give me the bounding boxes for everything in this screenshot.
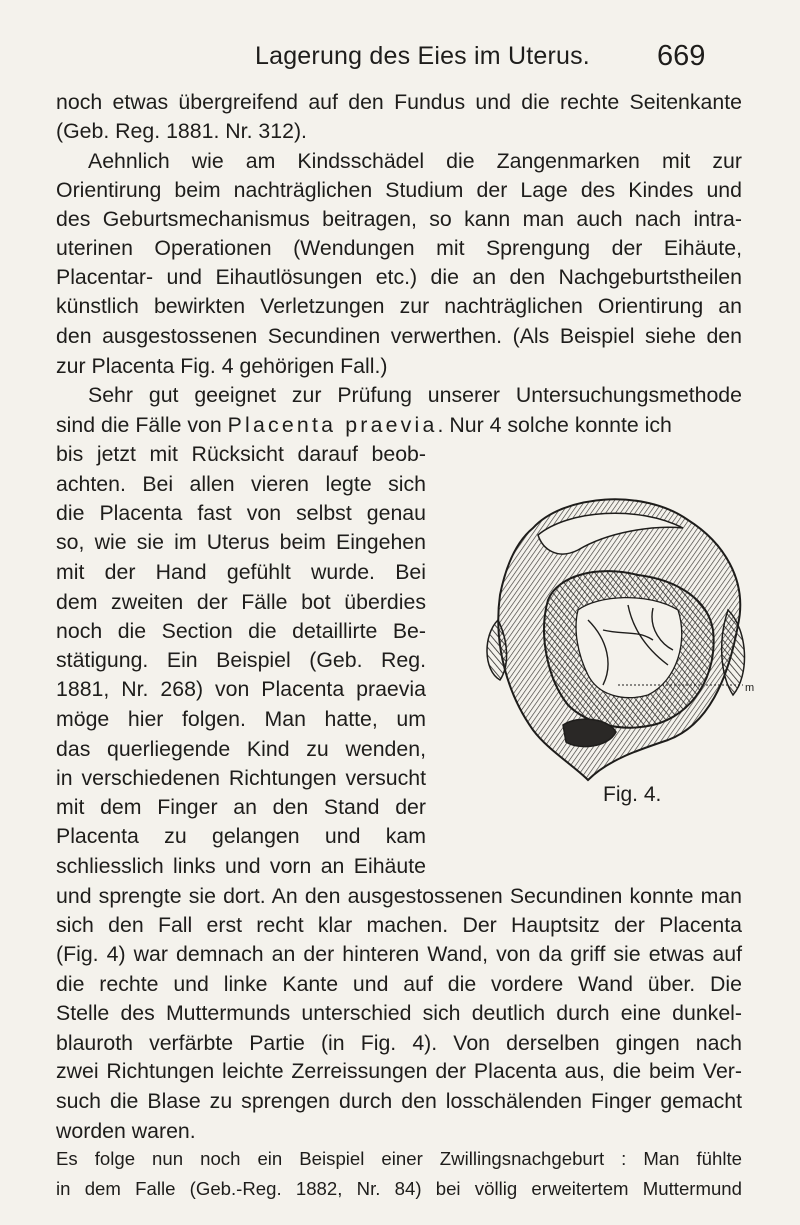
- text-line: blauroth verfärbte Partie (in Fig. 4). Von derselben gingen nach: [56, 1030, 742, 1055]
- placenta-drawing: [438, 480, 768, 810]
- text-line: worden waren.: [56, 1118, 196, 1143]
- text-line: Stelle des Muttermunds unterschied sich deutlich durch eine dunkel-: [56, 1001, 742, 1026]
- text-line-wrapped: Placenta zu gelangen und kam: [56, 824, 426, 849]
- text-line: Sehr gut geeignet zur Prüfung unserer Untersuchungsmethode: [88, 383, 742, 408]
- text-line-wrapped: möge hier folgen. Man hatte, um: [56, 706, 426, 731]
- text-line: noch etwas übergreifend auf den Fundus und die rechte Seitenkante: [56, 90, 742, 115]
- text-line-wrapped: mit der Hand gefühlt wurde. Bei: [56, 559, 426, 584]
- text-line: die rechte und linke Kante und auf die vordere Wand über. Die: [56, 971, 742, 996]
- text-line-wrapped: mit dem Finger an den Stand der: [56, 794, 426, 819]
- page-number: 669: [657, 40, 706, 72]
- right-lobe: [722, 610, 745, 695]
- text-line: uterinen Operationen (Wendungen mit Sprengung der Eihäute,: [56, 236, 742, 261]
- text-line-wrapped: achten. Bei allen vieren legte sich: [56, 472, 426, 497]
- text-line: Placentar- und Eihautlösungen etc.) die an den Nachgeburtstheilen: [56, 264, 742, 289]
- figure-marker-m: m: [745, 682, 755, 694]
- text-line-wrapped: 1881, Nr. 268) von Placenta praevia: [56, 677, 426, 702]
- text-line: [56, 411, 672, 439]
- text-line: sich den Fall erst recht klar machen. Der Hauptsitz der Placenta: [56, 913, 742, 938]
- text-line: Aehnlich wie am Kindsschädel die Zangenmarken mit zur: [88, 149, 742, 174]
- text-line: des Geburtsmechanismus beitragen, so kann man auch nach intra-: [56, 206, 742, 231]
- text-line: künstlich bewirkten Verletzungen zur nachträglichen Orientirung an: [56, 294, 742, 319]
- running-header: [0, 42, 800, 82]
- text-line-wrapped: das querliegende Kind zu wenden,: [56, 736, 426, 761]
- text-line: und sprengte sie dort. An den ausgestossenen Secundinen konnte man: [56, 883, 742, 908]
- text-line: (Fig. 4) war demnach an der hinteren Wand, von da griff sie etwas auf: [56, 941, 742, 966]
- text-line-wrapped: noch die Section die detaillirte Be-: [56, 619, 426, 644]
- text-line-wrapped: dem zweiten der Fälle bot überdies: [56, 589, 426, 614]
- figure-caption: Fig. 4.: [603, 783, 662, 806]
- text-line: zur Placenta Fig. 4 gehörigen Fall.): [56, 353, 388, 378]
- text-line-wrapped: so, wie sie im Uterus beim Eingehen: [56, 530, 426, 555]
- small-text-line: in dem Falle (Geb.-Reg. 1882, Nr. 84) bei völlig erweitertem Muttermund: [56, 1178, 742, 1199]
- text-line-wrapped: in verschiedenen Richtungen versucht: [56, 766, 426, 791]
- text-line: (Geb. Reg. 1881. Nr. 312).: [56, 118, 307, 143]
- text-segment: sind die Fälle von: [56, 412, 228, 437]
- text-segment: . Nur 4 solche konnte ich: [437, 412, 672, 437]
- header-title: Lagerung des Eies im Uterus.: [255, 42, 590, 70]
- text-line: Orientirung beim nachträglichen Studium der Lage des Kindes und: [56, 177, 742, 202]
- figure-placenta-illustration: [438, 480, 768, 830]
- text-line: such die Blase zu sprengen durch den losschälenden Finger gemacht: [56, 1088, 742, 1113]
- text-line-wrapped: stätigung. Ein Beispiel (Geb. Reg.: [56, 647, 426, 672]
- text-line-wrapped: die Placenta fast von selbst genau: [56, 500, 426, 525]
- text-line-wrapped: bis jetzt mit Rücksicht darauf beob-: [56, 442, 426, 467]
- text-line: zwei Richtungen leichte Zerreissungen der Placenta aus, die beim Ver-: [56, 1059, 742, 1084]
- text-line-wrapped: schliesslich links und vorn an Eihäute: [56, 854, 426, 879]
- emphasized-term: Placenta praevia: [227, 412, 438, 437]
- text-line: den ausgestossenen Secundinen verwerthen. (Als Beispiel siehe den: [56, 324, 742, 348]
